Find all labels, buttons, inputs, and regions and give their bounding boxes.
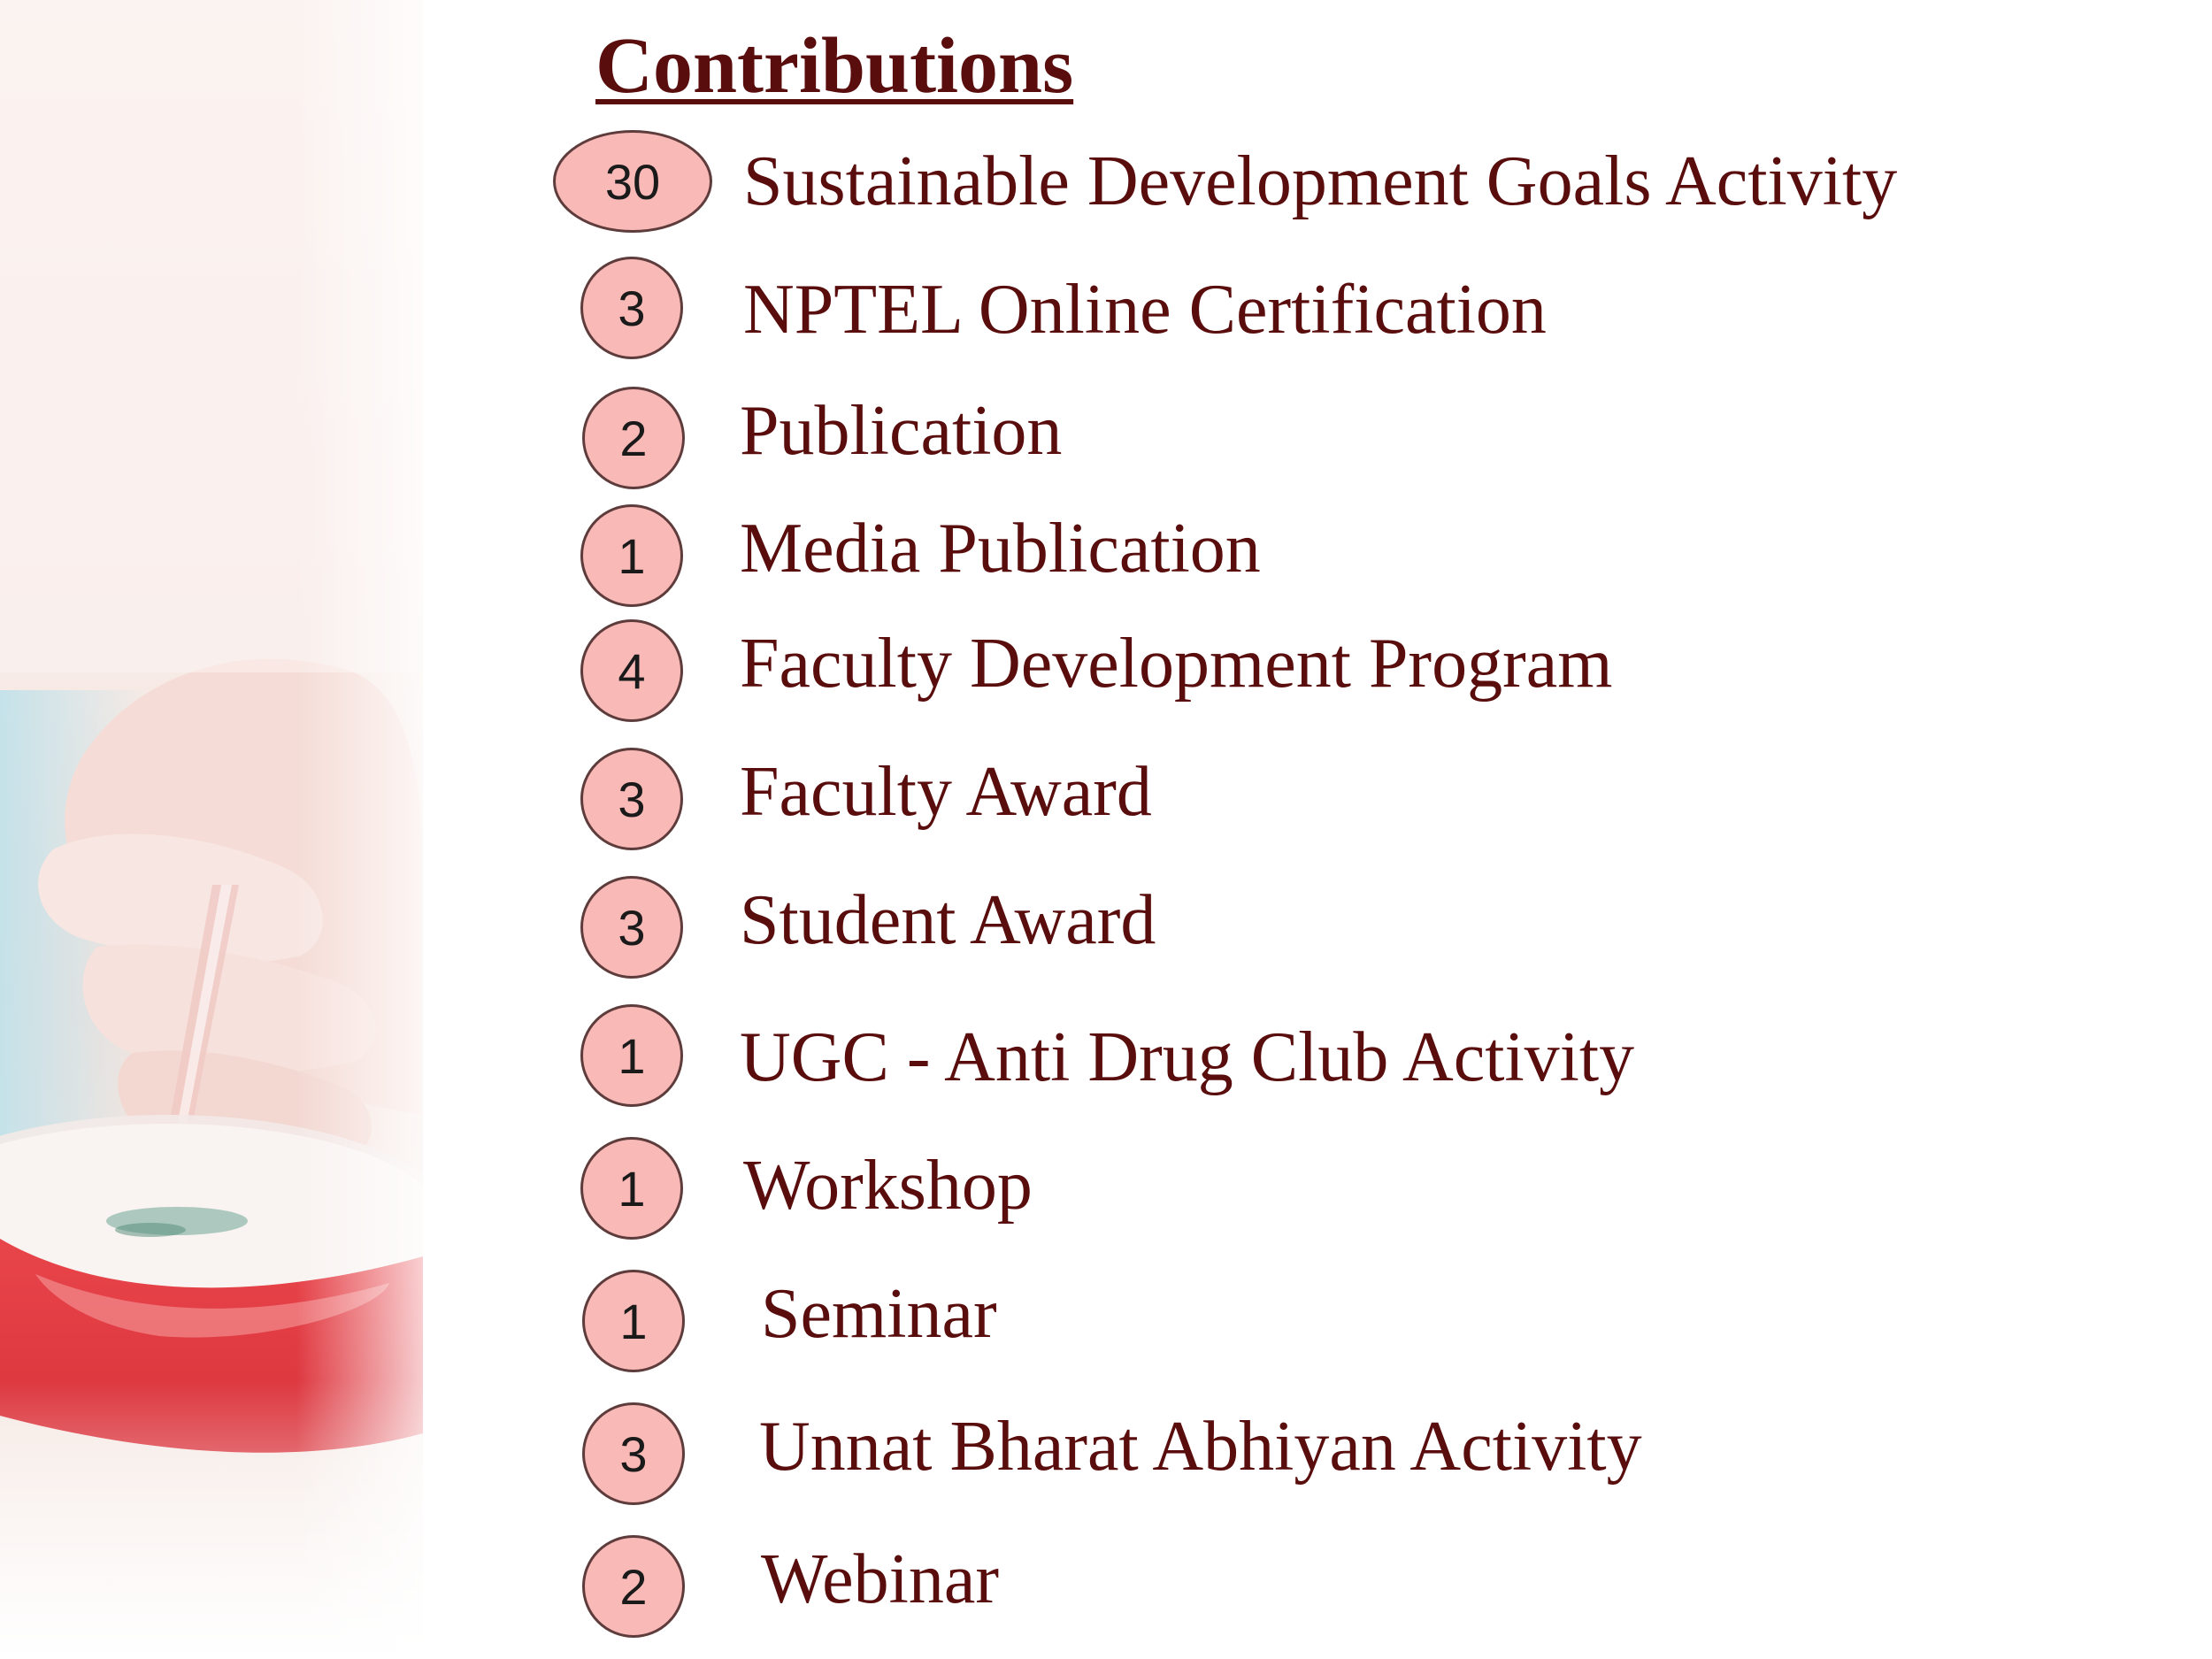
- list-item: [0, 748, 2212, 863]
- list-item: [0, 1402, 2212, 1517]
- count-badge: 30: [553, 130, 712, 233]
- item-label: NPTEL Online Certification: [743, 271, 1547, 349]
- count-badge: 3: [582, 1402, 685, 1505]
- count-badge: 1: [580, 1004, 683, 1107]
- count-badge: 1: [582, 1270, 685, 1372]
- list-item: [0, 1270, 2212, 1385]
- list-item: [0, 257, 2212, 372]
- item-label: Webinar: [761, 1540, 999, 1618]
- item-label: UGC - Anti Drug Club Activity: [740, 1018, 1635, 1096]
- list-item: [0, 1535, 2212, 1650]
- count-badge: 3: [580, 876, 683, 979]
- count-badge: 2: [582, 387, 685, 489]
- page-title: Contributions: [595, 22, 1074, 110]
- count-badge: 1: [580, 504, 683, 607]
- item-label: Seminar: [761, 1275, 997, 1353]
- count-badge: 3: [580, 748, 683, 850]
- item-label: Faculty Award: [740, 753, 1152, 831]
- count-badge: 2: [582, 1535, 685, 1638]
- item-label: Faculty Development Program: [740, 625, 1613, 703]
- item-label: Sustainable Development Goals Activity: [743, 142, 1898, 220]
- count-badge: 1: [580, 1137, 683, 1240]
- list-item: [0, 124, 2212, 239]
- list-item: [0, 1004, 2212, 1119]
- item-label: Media Publication: [740, 510, 1261, 588]
- list-item: [0, 876, 2212, 991]
- count-badge: 4: [580, 619, 683, 722]
- list-item: [0, 387, 2212, 502]
- count-badge: 3: [580, 257, 683, 359]
- list-item: [0, 1137, 2212, 1252]
- item-label: Student Award: [740, 881, 1156, 959]
- item-label: Publication: [740, 392, 1063, 470]
- item-label: Workshop: [743, 1147, 1033, 1225]
- list-item: [0, 619, 2212, 734]
- list-item: [0, 504, 2212, 619]
- item-label: Unnat Bharat Abhiyan Activity: [759, 1408, 1642, 1486]
